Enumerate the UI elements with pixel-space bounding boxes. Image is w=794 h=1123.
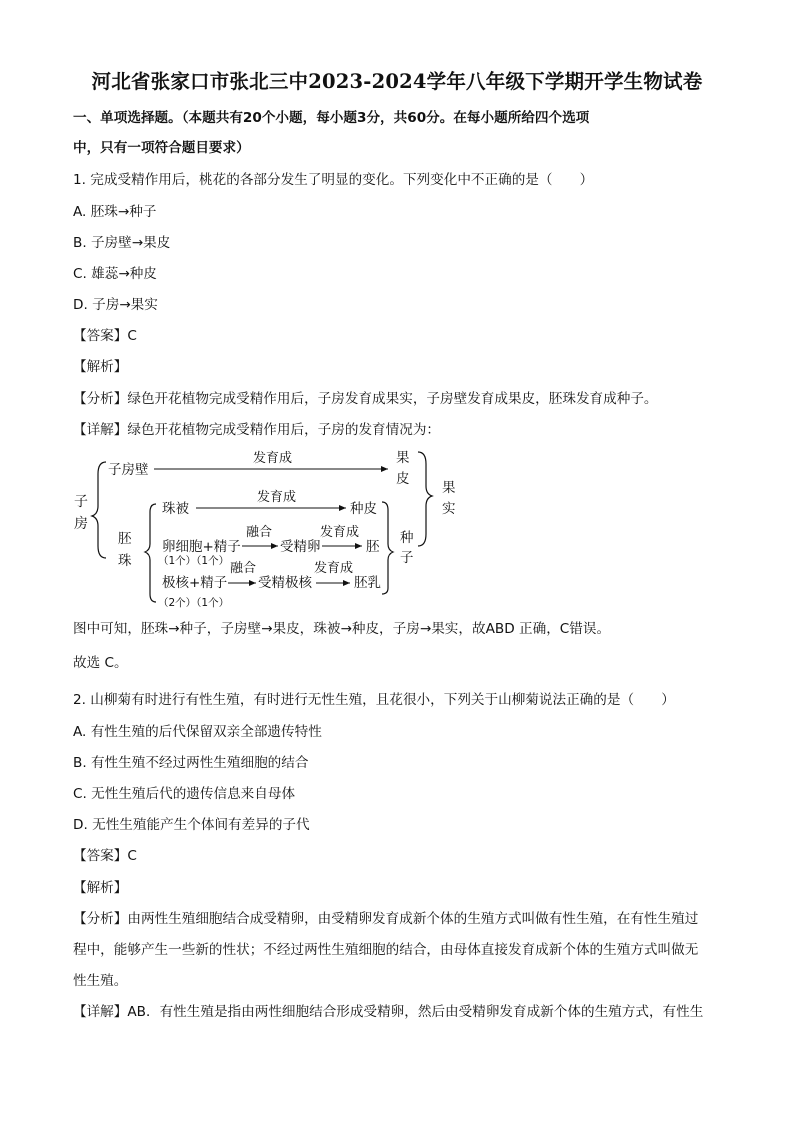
ovary-development-diagram (70, 444, 470, 612)
diagram-peizhu-1: 胚 (118, 531, 132, 547)
q2-option-d: D. 无性生殖能产生个体间有差异的子代 (73, 817, 310, 833)
diagram-peiru: 胚乳 (354, 575, 381, 591)
q2-analysis-line1: 【分析】由两性生殖细胞结合成受精卵，由受精卵发育成新个体的生殖方式叫做有性生殖，在有性生殖过 (73, 911, 699, 927)
q1-jiexi-label: 【解析】 (73, 359, 128, 375)
diagram-shoujingluan: 受精卵 (280, 539, 321, 555)
q1-conclusion: 图中可知，胚珠→种子，子房壁→果皮，珠被→种皮，子房→果实，故ABD 正确，C错误。 (73, 621, 611, 637)
q1-stem: 1. 完成受精作用后，桃花的各部分发生了明显的变化。下列变化中不正确的是（ ） (73, 172, 594, 188)
q2-option-c: C. 无性生殖后代的遗传信息来自母体 (73, 786, 296, 802)
diagram-guopi-1: 果 (396, 450, 410, 466)
diagram-label-fayucheng-4: 发育成 (314, 561, 354, 576)
diagram-count-2: （2个）（1个） (158, 597, 230, 609)
diagram-zhongzi-1: 种 (400, 530, 414, 546)
section-heading-line2: 中，只有一项符合题目要求） (73, 140, 250, 156)
q2-answer: 【答案】C (73, 848, 137, 864)
q2-analysis-line2: 程中，能够产生一些新的性状；不经过两性生殖细胞的结合，由母体直接发育成新个体的生殖方式叫做无 (73, 942, 699, 958)
diagram-label-fayucheng-1: 发育成 (253, 451, 293, 466)
diagram-guoshi-2: 实 (442, 501, 456, 517)
q1-answer: 【答案】C (73, 328, 137, 344)
q1-option-c: C. 雄蕊→种皮 (73, 266, 157, 282)
q1-option-d: D. 子房→果实 (73, 297, 158, 313)
diagram-inner-brace (145, 504, 156, 602)
diagram-fruit-brace (418, 452, 432, 546)
q2-detail: 【详解】AB．有性生殖是指由两性细胞结合形成受精卵，然后由受精卵发育成新个体的生殖方式，有性生 (73, 1004, 704, 1020)
q1-detail: 【详解】绿色开花植物完成受精作用后，子房的发育情况为： (73, 422, 441, 438)
diagram-left-brace (92, 462, 106, 558)
q1-option-a: A. 胚珠→种子 (73, 204, 157, 220)
diagram-luanxibao: 卵细胞+精子 (162, 539, 241, 555)
q2-analysis-line3: 性生殖。 (73, 973, 128, 989)
diagram-pei: 胚 (366, 539, 380, 555)
diagram-label-fayucheng-2: 发育成 (257, 490, 297, 505)
diagram-zhongpi: 种皮 (350, 501, 377, 517)
diagram-count-1: （1个）（1个） (158, 555, 230, 567)
diagram-seed-brace (382, 502, 393, 594)
q1-option-b: B. 子房壁→果皮 (73, 235, 171, 251)
diagram-zifang-1: 子 (74, 494, 88, 510)
diagram-guoshi-1: 果 (442, 480, 456, 496)
diagram-label-fayucheng-3: 发育成 (320, 525, 360, 540)
diagram-jihe: 极核+精子 (162, 575, 228, 591)
diagram-zhubei: 珠被 (162, 501, 189, 517)
diagram-guopi-2: 皮 (396, 471, 410, 487)
diagram-label-ronghe-1: 融合 (246, 525, 273, 540)
diagram-label-ronghe-2: 融合 (230, 561, 257, 576)
q2-stem: 2. 山柳菊有时进行有性生殖，有时进行无性生殖，且花很小，下列关于山柳菊说法正确的是（ ） (73, 692, 675, 708)
diagram-zifangbi: 子房壁 (108, 462, 149, 478)
diagram-zhongzi-2: 子 (400, 550, 414, 566)
q1-choose: 故选 C。 (73, 655, 128, 671)
q2-jiexi-label: 【解析】 (73, 880, 128, 896)
q2-option-a: A. 有性生殖的后代保留双亲全部遗传特性 (73, 724, 322, 740)
diagram-zifang-2: 房 (74, 516, 88, 532)
section-heading-line1: 一、单项选择题。（本题共有20个小题，每小题3分，共60分。在每小题所给四个选项 (73, 110, 590, 126)
diagram-shoujingjihe: 受精极核 (258, 575, 312, 591)
diagram-peizhu-2: 珠 (118, 553, 132, 569)
q2-option-b: B. 有性生殖不经过两性生殖细胞的结合 (73, 755, 309, 771)
q1-analysis: 【分析】绿色开花植物完成受精作用后，子房发育成果实，子房壁发育成果皮，胚珠发育成种子。 (73, 391, 658, 407)
page-title: 河北省张家口市张北三中2023-2024学年八年级下学期开学生物试卷 (91, 70, 703, 93)
